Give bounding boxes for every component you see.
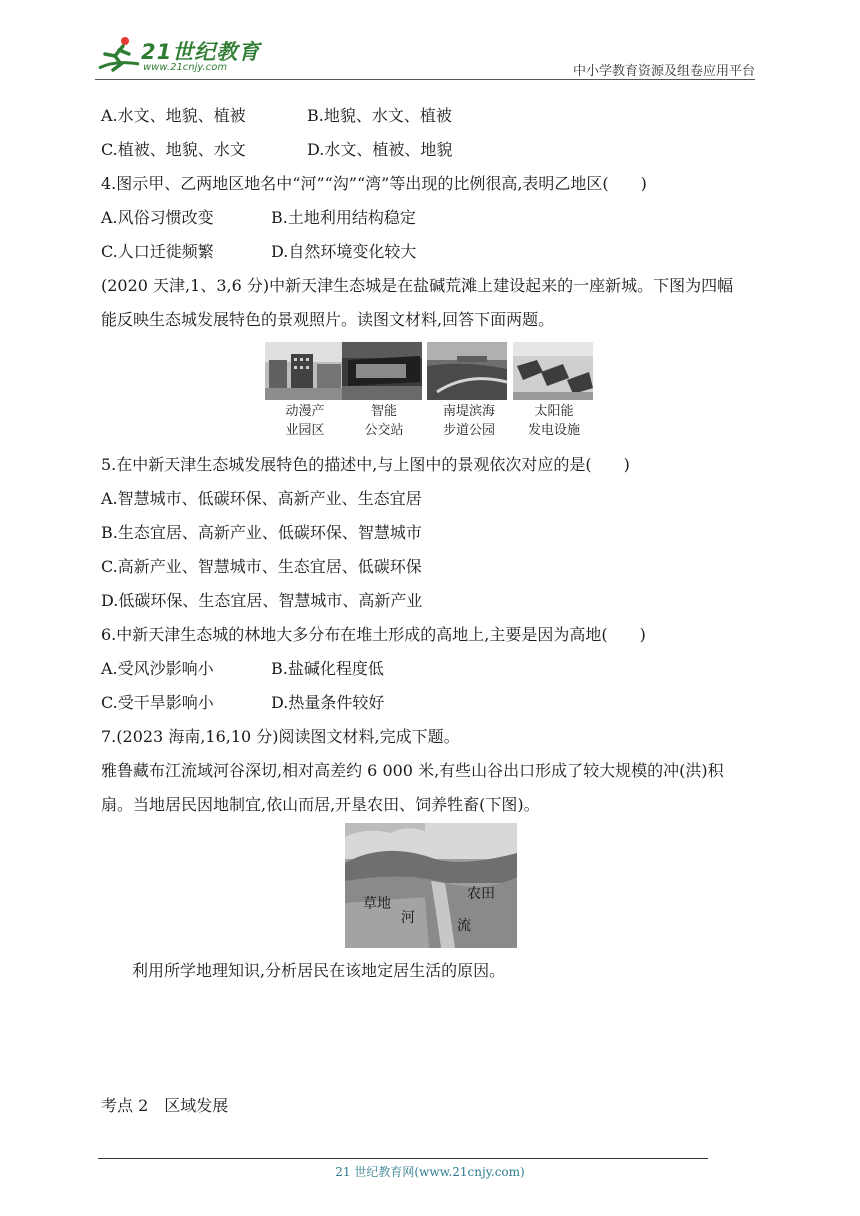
q4-option-a: A.风俗习惯改变 — [101, 208, 214, 227]
site-logo — [95, 34, 265, 76]
q5-option-c: C.高新产业、智慧城市、生态宜居、低碳环保 — [101, 557, 422, 576]
ecocity-photos — [265, 342, 595, 442]
q6-option-c: C.受干旱影响小 — [101, 693, 214, 712]
q5-stem: 5.在中新天津生态城发展特色的描述中,与上图中的景观依次对应的是( ) — [101, 455, 630, 474]
q6-option-b: B.盐碱化程度低 — [271, 659, 384, 678]
q6-stem: 6.中新天津生态城的林地大多分布在堆土形成的高地上,主要是因为高地( ) — [101, 625, 646, 644]
footer-text: 21 世纪教育网(www.21cnjy.com) — [335, 1165, 525, 1179]
q3-option-d: D.水文、植被、地貌 — [307, 140, 453, 159]
photo-caption-4: 太阳能 发电设施 — [527, 404, 580, 438]
tianjin-intro-line1: (2020 天津,1、3,6 分)中新天津生态城是在盐碱荒滩上建设起来的一座新城。下图为四幅 — [101, 276, 734, 295]
q4-option-c: C.人口迁徙频繁 — [101, 242, 214, 261]
section-heading: 考点 2 区域发展 — [101, 1096, 229, 1115]
q3-option-c: C.植被、地貌、水文 — [101, 140, 246, 159]
q4-options-row2 — [101, 242, 417, 262]
q7-stem: 7.(2023 海南,16,10 分)阅读图文材料,完成下题。 — [101, 727, 460, 746]
photo-smart-bus-stop — [342, 342, 422, 400]
valley-label-river-1: 河 — [401, 910, 415, 926]
photo-solar-power — [513, 342, 593, 400]
q7-task: 利用所学地理知识,分析居民在该地定居生活的原因。 — [132, 961, 506, 980]
photo-animation-park — [265, 342, 345, 400]
q4-option-d: D.自然环境变化较大 — [271, 242, 417, 261]
q5-option-a: A.智慧城市、低碳环保、高新产业、生态宜居 — [101, 489, 422, 508]
q6-option-a: A.受风沙影响小 — [101, 659, 214, 678]
q5-option-d: D.低碳环保、生态宜居、智慧城市、高新产业 — [101, 591, 423, 610]
q4-stem: 4.图示甲、乙两地区地名中“河”“沟”“湾”等出现的比例很高,表明乙地区( ) — [101, 174, 647, 193]
logo-url: www.21cnjy.com — [143, 62, 228, 73]
q6-options-row2 — [101, 693, 385, 713]
header-divider — [95, 79, 755, 80]
q3-option-a: A.水文、地貌、植被 — [101, 106, 246, 125]
q4-option-b: B.土地利用结构稳定 — [271, 208, 416, 227]
photo-seaside-park — [427, 342, 507, 400]
footer-divider — [98, 1158, 708, 1159]
valley-label-grass: 草地 — [363, 896, 391, 912]
q7-material-line2: 扇。当地居民因地制宜,依山而居,开垦农田、饲养牲畜(下图)。 — [101, 795, 540, 814]
photo-caption-2: 智能 公交站 — [364, 404, 404, 438]
valley-label-river-2: 流 — [457, 918, 471, 934]
photo-caption-1: 动漫产 业园区 — [285, 404, 325, 438]
tianjin-intro-line2: 能反映生态城发展特色的景观照片。读图文材料,回答下面两题。 — [101, 310, 555, 329]
valley-photo — [345, 823, 517, 948]
photo-caption-3: 南堤滨海 步道公园 — [442, 404, 495, 438]
valley-label-farm: 农田 — [467, 886, 495, 902]
q6-options-row1 — [101, 659, 384, 679]
q6-option-d: D.热量条件较好 — [271, 693, 385, 712]
logo-text: 21世纪教育 — [141, 40, 261, 64]
q3-options-row1 — [101, 106, 452, 126]
q3-option-b: B.地貌、水文、植被 — [307, 106, 452, 125]
q7-material-line1: 雅鲁藏布江流域河谷深切,相对高差约 6 000 米,有些山谷出口形成了较大规模的冲(洪)积 — [101, 761, 724, 780]
q5-option-b: B.生态宜居、高新产业、低碳环保、智慧城市 — [101, 523, 422, 542]
platform-title: 中小学教育资源及组卷应用平台 — [572, 64, 755, 79]
q4-options-row1 — [101, 208, 416, 228]
runner-logo-icon — [95, 34, 141, 76]
page-header — [95, 30, 755, 80]
q3-options-row2 — [101, 140, 453, 160]
